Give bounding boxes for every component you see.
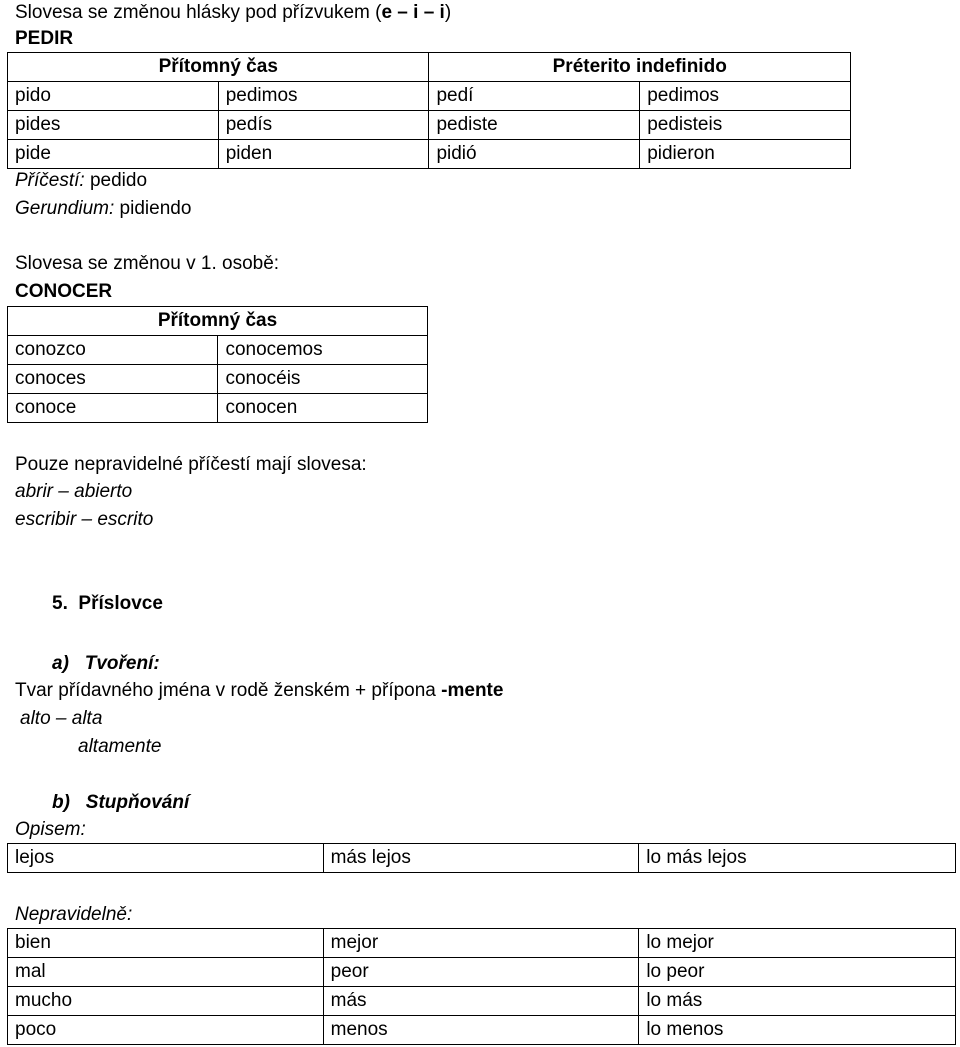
table-cell: mal [8, 958, 324, 987]
table-cell: lo más lejos [639, 844, 956, 873]
table-cell: pedís [218, 111, 429, 140]
conocer-verb-title: CONOCER [15, 281, 113, 302]
section-heading [52, 592, 163, 616]
subsection-marker: b) [52, 792, 70, 813]
table-cell: pido [8, 82, 219, 111]
pedir-conjugation-table [7, 52, 851, 169]
table-row [8, 336, 428, 365]
pedir-intro-close: ) [444, 2, 452, 23]
table-row [8, 111, 851, 140]
pedir-intro-vowels: e – i – i [381, 2, 445, 23]
table-cell: pedisteis [640, 111, 851, 140]
subsection-marker: a) [52, 653, 69, 674]
header-present: Přítomný čas [8, 53, 429, 82]
table-cell: bien [8, 929, 324, 958]
table-cell: lo peor [639, 958, 956, 987]
subsection-title: Tvoření: [84, 653, 160, 674]
table-cell: pides [8, 111, 219, 140]
formation-suffix: -mente [441, 680, 504, 701]
table-header-row [8, 307, 428, 336]
section-title: Příslovce [78, 593, 163, 614]
table-cell: lo menos [639, 1016, 956, 1045]
participle-value: pedido [84, 170, 148, 191]
table-cell: pedimos [640, 82, 851, 111]
table-row [8, 140, 851, 169]
formation-rule [15, 679, 503, 703]
table-cell: lo mejor [639, 929, 956, 958]
table-cell: lo más [639, 987, 956, 1016]
table-row [8, 82, 851, 111]
table-cell: mejor [323, 929, 639, 958]
formation-rule-text: Tvar přídavného jména v rodě ženském + přípona [15, 680, 442, 701]
table-cell: poco [8, 1016, 324, 1045]
header-preterite: Préterito indefinido [429, 53, 851, 82]
table-cell: pediste [429, 111, 640, 140]
table-cell: pedí [429, 82, 640, 111]
table-row [8, 1016, 956, 1045]
pedir-intro-text: Slovesa se změnou hlásky pod přízvukem ( [15, 2, 382, 23]
table-cell: pidió [429, 140, 640, 169]
table-cell: pide [8, 140, 219, 169]
table-cell: conocéis [218, 365, 428, 394]
table-row [8, 394, 428, 423]
subsection-title: Stupňování [85, 792, 190, 813]
participle-label: Příčestí: [15, 170, 85, 191]
table-cell: conozco [8, 336, 218, 365]
table-cell: pedimos [218, 82, 429, 111]
table-row [8, 958, 956, 987]
gerund-line [15, 197, 191, 221]
gerund-label: Gerundium: [15, 198, 115, 219]
table-cell: más lejos [323, 844, 639, 873]
conocer-conjugation-table [7, 306, 428, 423]
table-cell: lejos [8, 844, 324, 873]
table-cell: peor [323, 958, 639, 987]
formation-example: alto – alta [20, 708, 103, 729]
irregular-comparison-table [7, 928, 956, 1045]
subsection-comparison [52, 791, 189, 815]
pedir-verb-title: PEDIR [15, 28, 74, 49]
table-cell: conoce [8, 394, 218, 423]
irregular-item: abrir – abierto [15, 481, 133, 502]
descriptive-label: Opisem: [15, 819, 86, 840]
irregular-item: escribir – escrito [15, 509, 154, 530]
participle-line [15, 169, 147, 193]
header-present: Přítomný čas [8, 307, 428, 336]
gerund-value: pidiendo [114, 198, 192, 219]
table-row [8, 987, 956, 1016]
table-cell: pidieron [640, 140, 851, 169]
table-cell: más [323, 987, 639, 1016]
subsection-formation [52, 652, 160, 676]
table-header-row [8, 53, 851, 82]
table-row [8, 365, 428, 394]
table-cell: mucho [8, 987, 324, 1016]
table-cell: conocemos [218, 336, 428, 365]
table-row [8, 929, 956, 958]
formation-example-result: altamente [78, 736, 162, 757]
section-number: 5. [52, 593, 68, 614]
table-row [8, 844, 956, 873]
irregular-comparison-label: Nepravidelně: [15, 904, 133, 925]
irregular-intro: Pouze nepravidelné příčestí mají slovesa: [15, 454, 367, 475]
table-cell: menos [323, 1016, 639, 1045]
table-cell: conocen [218, 394, 428, 423]
table-cell: conoces [8, 365, 218, 394]
descriptive-comparison-table [7, 843, 956, 873]
conocer-intro: Slovesa se změnou v 1. osobě: [15, 253, 280, 274]
table-cell: piden [218, 140, 429, 169]
pedir-intro [15, 1, 451, 25]
